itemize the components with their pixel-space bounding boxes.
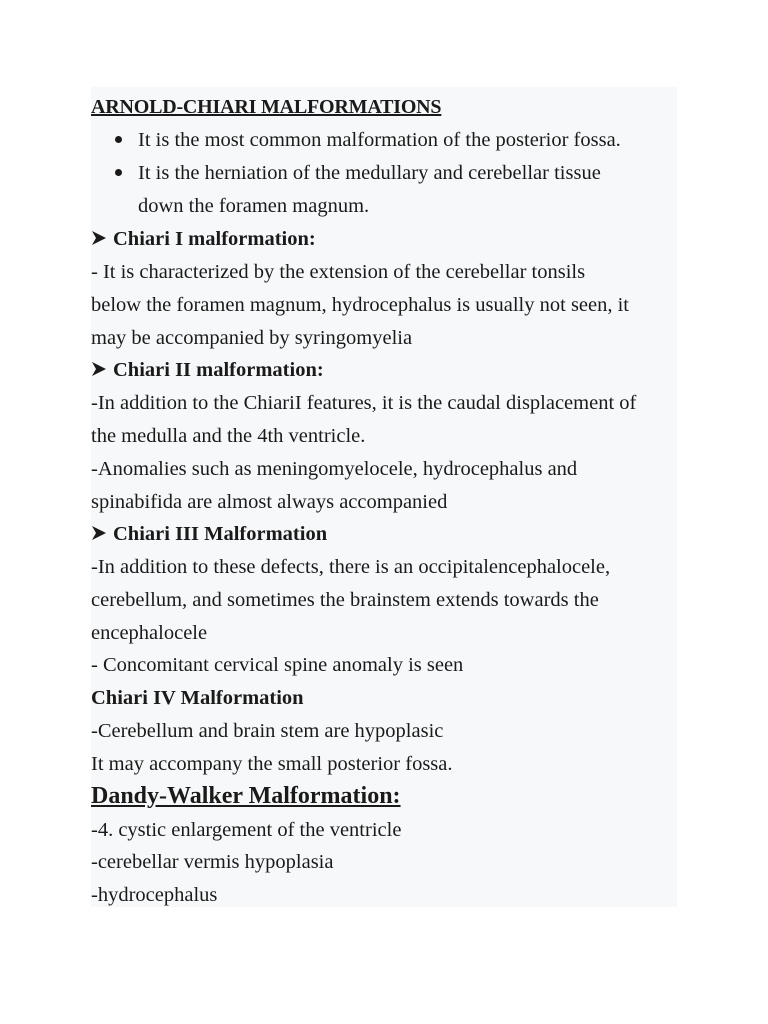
chiari-3-heading-text: Chiari III Malformation bbox=[113, 523, 328, 545]
document-page bbox=[91, 87, 677, 907]
bullet-item: It is the herniation of the medullary and cerebellar tissue bbox=[138, 162, 601, 184]
paragraph-line: spinabifida are almost always accompanied bbox=[91, 491, 448, 513]
bullet-item: It is the most common malformation of the posterior fossa. bbox=[138, 129, 621, 151]
paragraph-line: -hydrocephalus bbox=[91, 884, 218, 906]
paragraph-line: -In addition to the ChiariI features, it is the caudal displacement of bbox=[91, 392, 637, 414]
bullet-dot-icon bbox=[115, 169, 122, 176]
paragraph-line: -4. cystic enlargement of the ventricle bbox=[91, 819, 402, 841]
paragraph-line: encephalocele bbox=[91, 622, 208, 644]
chiari-2-heading-text: Chiari II malformation: bbox=[113, 359, 324, 381]
bullet-item-continuation: down the foramen magnum. bbox=[138, 195, 370, 217]
paragraph-line: It may accompany the small posterior fossa. bbox=[91, 753, 453, 775]
chiari-1-heading bbox=[91, 227, 316, 251]
chiari-4-heading: Chiari IV Malformation bbox=[91, 687, 304, 709]
arrowhead-bullet-icon bbox=[91, 525, 107, 541]
dandy-walker-heading: Dandy-Walker Malformation: bbox=[91, 783, 401, 809]
chiari-2-heading bbox=[91, 358, 324, 382]
paragraph-line: -Cerebellum and brain stem are hypoplasic bbox=[91, 720, 444, 742]
paragraph-line: - It is characterized by the extension of the cerebellar tonsils bbox=[91, 261, 586, 283]
chiari-3-heading bbox=[91, 522, 327, 546]
paragraph-line: cerebellum, and sometimes the brainstem extends towards the bbox=[91, 589, 599, 611]
paragraph-line: -cerebellar vermis hypoplasia bbox=[91, 851, 334, 873]
paragraph-line: the medulla and the 4th ventricle. bbox=[91, 425, 366, 447]
paragraph-line: -Anomalies such as meningomyelocele, hydrocephalus and bbox=[91, 458, 578, 480]
document-title: ARNOLD-CHIARI MALFORMATIONS bbox=[91, 96, 442, 118]
paragraph-line: may be accompanied by syringomyelia bbox=[91, 327, 413, 349]
arrowhead-bullet-icon bbox=[91, 230, 107, 246]
chiari-1-heading-text: Chiari I malformation: bbox=[113, 228, 316, 250]
paragraph-line: -In addition to these defects, there is an occipitalencephalocele, bbox=[91, 556, 611, 578]
arrowhead-bullet-icon bbox=[91, 361, 107, 377]
paragraph-line: - Concomitant cervical spine anomaly is seen bbox=[91, 654, 464, 676]
paragraph-line: below the foramen magnum, hydrocephalus is usually not seen, it bbox=[91, 294, 630, 316]
bullet-dot-icon bbox=[115, 136, 122, 143]
